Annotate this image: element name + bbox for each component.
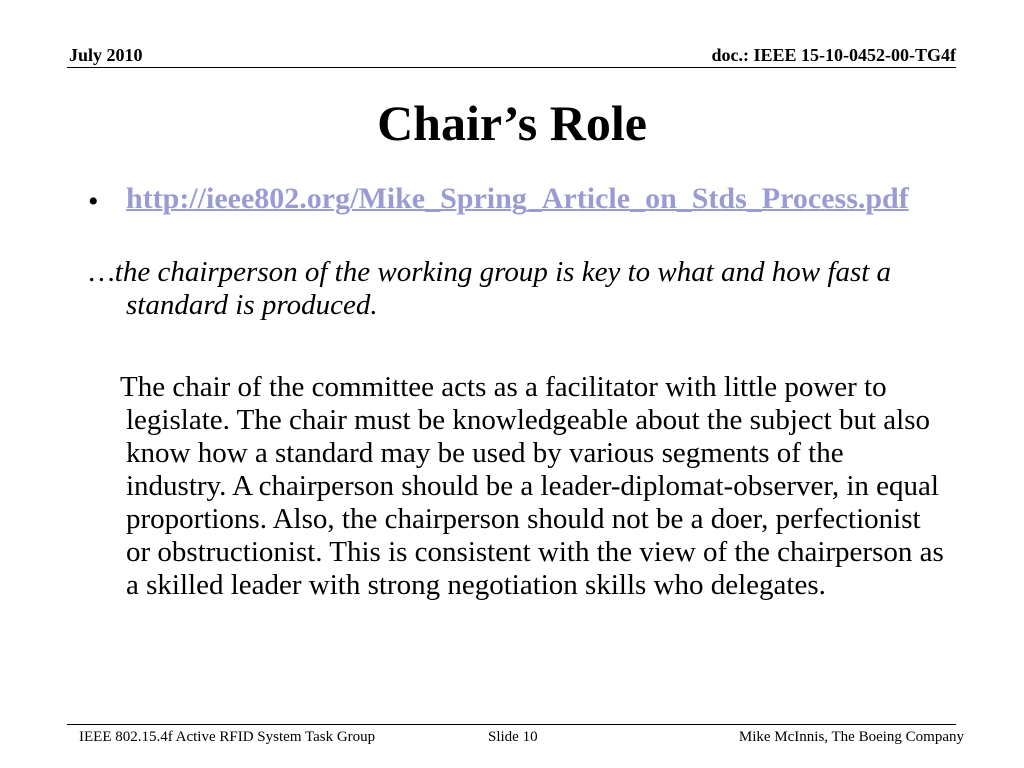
bullet-icon: • — [88, 185, 99, 218]
header-doc-id: doc.: IEEE 15-10-0452-00-TG4f — [711, 45, 956, 65]
footer-author: Mike McInnis, The Boeing Company — [738, 729, 964, 745]
footer-slide-number: Slide 10 — [488, 729, 538, 745]
footer-group: IEEE 802.15.4f Active RFID System Task Group — [79, 729, 376, 745]
header-divider — [67, 67, 956, 68]
article-link[interactable]: http://ieee802.org/Mike_Spring_Article_on_Stds_Process.pdf — [126, 182, 909, 215]
slide-title: Chair’s Role — [377, 95, 647, 151]
footer-divider — [67, 724, 956, 725]
quote-text: …the chairperson of the working group is key to what and how fast a standard is produced. — [89, 256, 892, 321]
body-paragraph: The chair of the committee acts as a facilitator with little power to legislate. The chair must be knowledgeable about the subject but also know how a standard may be used by various segments of the industry. A chairperson should be a leader-diplomat-observer, in equal proportions. Also, the chairperson should not be a doer, perfectionist or obstructionist. This is consistent with the view of the chairperson as a skilled leader with strong negotiation skills who delegates. — [120, 371, 944, 601]
header-date: July 2010 — [69, 45, 143, 65]
